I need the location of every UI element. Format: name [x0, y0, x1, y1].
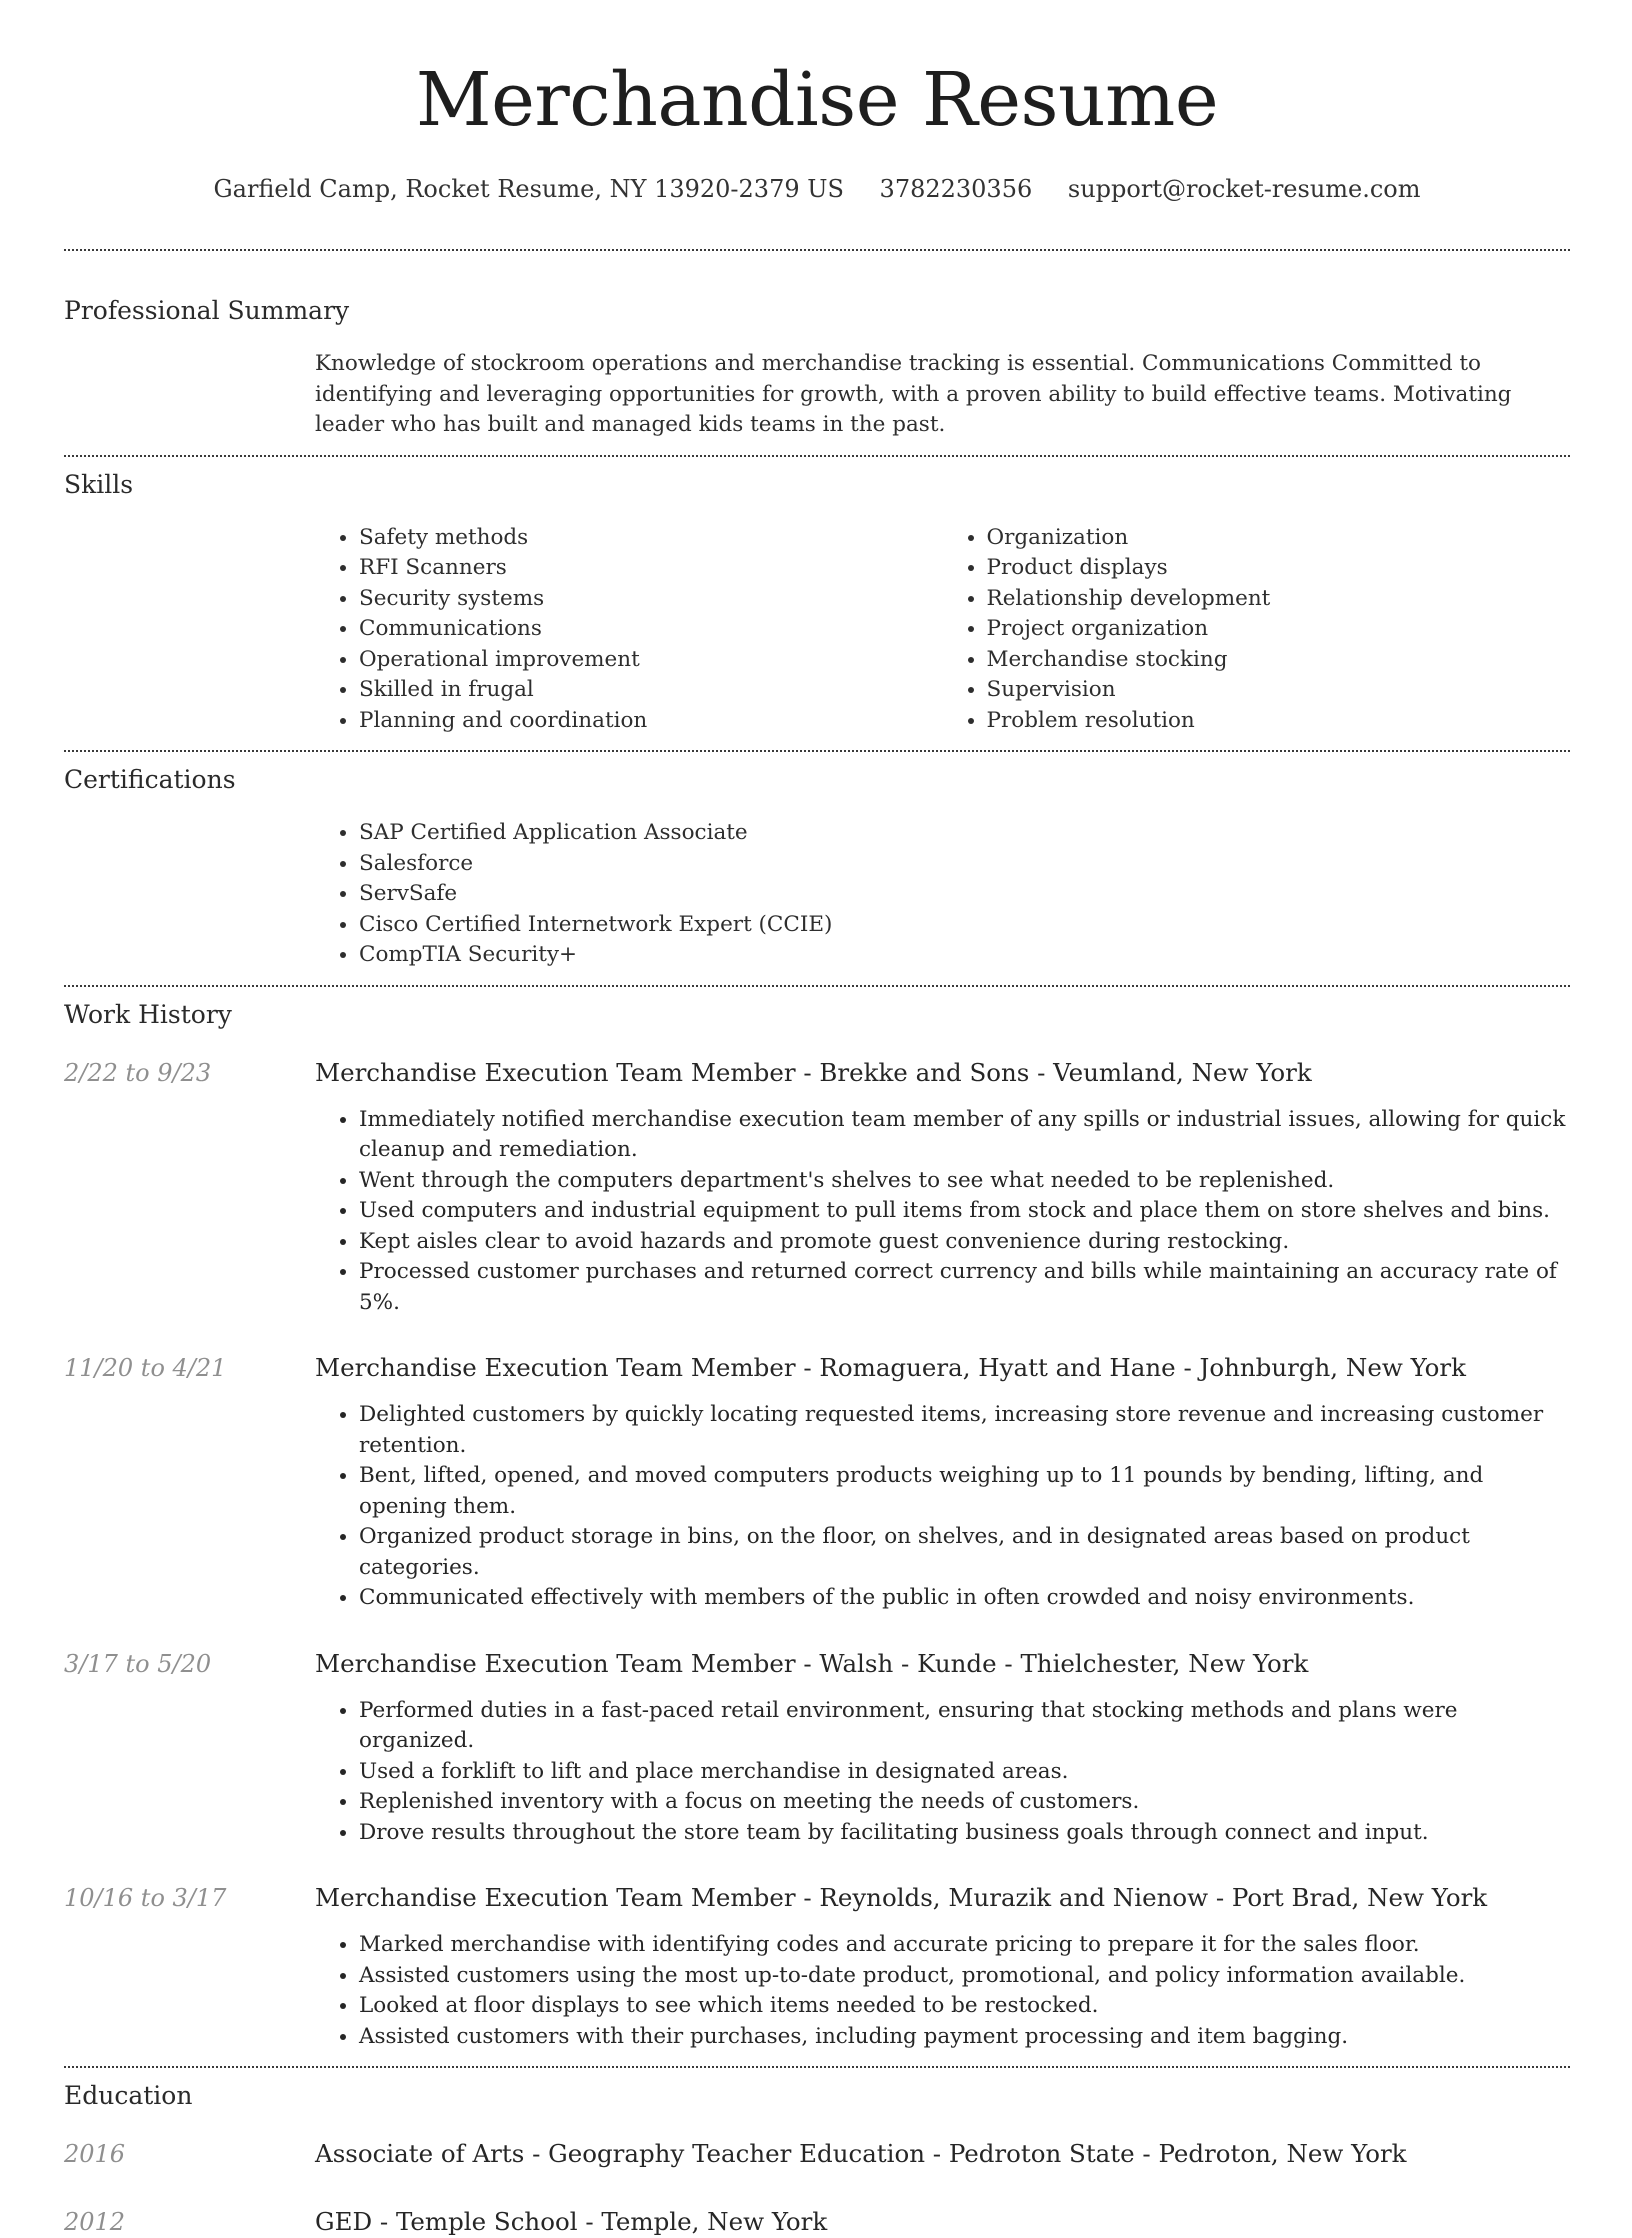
skill-item: • Communications: [359, 614, 943, 645]
certifications-heading: Certifications: [64, 765, 236, 794]
job-body: [315, 1882, 1570, 2052]
education-title: GED - Temple School - Temple, New York: [315, 2207, 828, 2236]
job-bullet: • Used a forklift to lift and place merchandise in designated areas.: [359, 1757, 1570, 1788]
resume-page: [64, 0, 1570, 2238]
education-year: 2012: [64, 2208, 126, 2236]
job-entry: [64, 1648, 1570, 1849]
divider: [64, 750, 1570, 752]
education-title: Associate of Arts - Geography Teacher Education - Pedroton State - Pedroton, New York: [315, 2139, 1407, 2168]
job-bullets: [315, 1400, 1570, 1614]
skill-item: • Relationship development: [987, 584, 1571, 615]
job-bullet: • Used computers and industrial equipment to pull items from stock and place them on store shelves and bins.: [359, 1196, 1570, 1227]
certifications-section: [315, 818, 1570, 971]
job-title: Merchandise Execution Team Member - Romaguera, Hyatt and Hane - Johnburgh, New York: [315, 1353, 1466, 1382]
skill-item: • Product displays: [987, 553, 1571, 584]
skills-list-right: [943, 523, 1571, 737]
job-dates: 3/17 to 5/20: [64, 1649, 212, 1678]
job-bullet: • Performed duties in a fast-paced retail environment, ensuring that stocking methods and plans were organized.: [359, 1696, 1570, 1757]
job-title: Merchandise Execution Team Member - Brekke and Sons - Veumland, New York: [315, 1057, 1312, 1087]
divider: [64, 249, 1570, 251]
skill-item: • Supervision: [987, 675, 1571, 706]
certification-item: • Salesforce: [359, 849, 1570, 880]
job-bullet: • Kept aisles clear to avoid hazards and promote guest convenience during restocking.: [359, 1227, 1570, 1258]
skill-item: • Safety methods: [359, 523, 943, 554]
education-year: 2016: [64, 2140, 126, 2168]
job-body: [315, 1352, 1570, 1614]
summary-section: [315, 349, 1570, 441]
job-body: [315, 1057, 1570, 1319]
job-bullets: [315, 1105, 1570, 1319]
contact-line: [64, 174, 1570, 204]
email: support@rocket-resume.com: [1067, 175, 1421, 203]
skill-item: • Operational improvement: [359, 645, 943, 676]
phone: 3782230356: [879, 175, 1033, 203]
job-bullets: [315, 1930, 1570, 2052]
job-entry: [64, 1882, 1570, 2052]
certification-item: • SAP Certified Application Associate: [359, 818, 1570, 849]
address: Garfield Camp, Rocket Resume, NY 13920-2379 US: [213, 175, 844, 203]
job-bullet: • Looked at floor displays to see which items needed to be restocked.: [359, 1991, 1570, 2022]
skill-item: • Organization: [987, 523, 1571, 554]
skills-list-left: [315, 523, 943, 737]
skill-item: • Problem resolution: [987, 706, 1571, 737]
job-entry: [64, 1352, 1570, 1614]
job-bullets: [315, 1696, 1570, 1849]
job-bullet: • Processed customer purchases and returned correct currency and bills while maintaining an accuracy rate of 5%.: [359, 1257, 1570, 1318]
job-bullet: • Assisted customers with their purchases, including payment processing and item bagging.: [359, 2022, 1570, 2053]
work-history-heading: Work History: [64, 999, 232, 1029]
job-bullet: • Assisted customers using the most up-to-date product, promotional, and policy information available.: [359, 1961, 1570, 1992]
job-bullet: • Delighted customers by quickly locating requested items, increasing store revenue and increasing customer retention.: [359, 1400, 1570, 1461]
education-entry: [64, 2138, 1570, 2170]
skill-item: • Security systems: [359, 584, 943, 615]
job-dates: 10/16 to 3/17: [64, 1884, 227, 1912]
skills-heading: Skills: [64, 469, 134, 499]
job-entry: [64, 1057, 1570, 1319]
education-body: [315, 2206, 1570, 2238]
skill-item: • Merchandise stocking: [987, 645, 1571, 676]
skill-item: • Skilled in frugal: [359, 675, 943, 706]
job-title: Merchandise Execution Team Member - Reynolds, Murazik and Nienow - Port Brad, New York: [315, 1883, 1488, 1912]
education-heading: Education: [64, 2081, 193, 2110]
certification-item: • ServSafe: [359, 879, 1570, 910]
job-bullet: • Replenished inventory with a focus on meeting the needs of customers.: [359, 1787, 1570, 1818]
job-dates: 2/22 to 9/23: [64, 1058, 212, 1087]
skill-item: • Planning and coordination: [359, 706, 943, 737]
job-bullet: • Organized product storage in bins, on the floor, on shelves, and in designated areas based on product categories.: [359, 1522, 1570, 1583]
job-dates: 11/20 to 4/21: [64, 1354, 227, 1382]
job-bullet: • Communicated effectively with members of the public in often crowded and noisy environments.: [359, 1583, 1570, 1614]
education-body: [315, 2138, 1570, 2170]
job-bullet: • Immediately notified merchandise execution team member of any spills or industrial issues, allowing for quick cleanup and remediation.: [359, 1105, 1570, 1166]
job-bullet: • Marked merchandise with identifying codes and accurate pricing to prepare it for the sales floor.: [359, 1930, 1570, 1961]
job-title: Merchandise Execution Team Member - Walsh - Kunde - Thielchester, New York: [315, 1648, 1309, 1678]
divider: [64, 455, 1570, 457]
job-bullet: • Went through the computers department's shelves to see what needed to be replenished.: [359, 1166, 1570, 1197]
education-entry: [64, 2206, 1570, 2238]
certifications-list: [315, 818, 1570, 971]
summary-heading: Professional Summary: [64, 296, 350, 325]
skill-item: • Project organization: [987, 614, 1571, 645]
divider: [64, 2066, 1570, 2068]
certification-item: • Cisco Certified Internetwork Expert (CCIE): [359, 910, 1570, 941]
resume-title: Merchandise Resume: [415, 57, 1219, 143]
job-bullet: • Bent, lifted, opened, and moved computers products weighing up to 11 pounds by bending, lifting, and opening them.: [359, 1461, 1570, 1522]
skill-item: • RFI Scanners: [359, 553, 943, 584]
job-bullet: • Drove results throughout the store team by facilitating business goals through connect and input.: [359, 1818, 1570, 1849]
certification-item: • CompTIA Security+: [359, 940, 1570, 971]
job-body: [315, 1648, 1570, 1849]
summary-text: Knowledge of stockroom operations and merchandise tracking is essential. Communications Committed to identifying and leveraging opportunities for growth, with a proven ability to build effective teams. Motivating leader who has built and managed kids teams in the past.: [315, 351, 1512, 437]
divider: [64, 985, 1570, 987]
skills-section: [315, 523, 1570, 737]
